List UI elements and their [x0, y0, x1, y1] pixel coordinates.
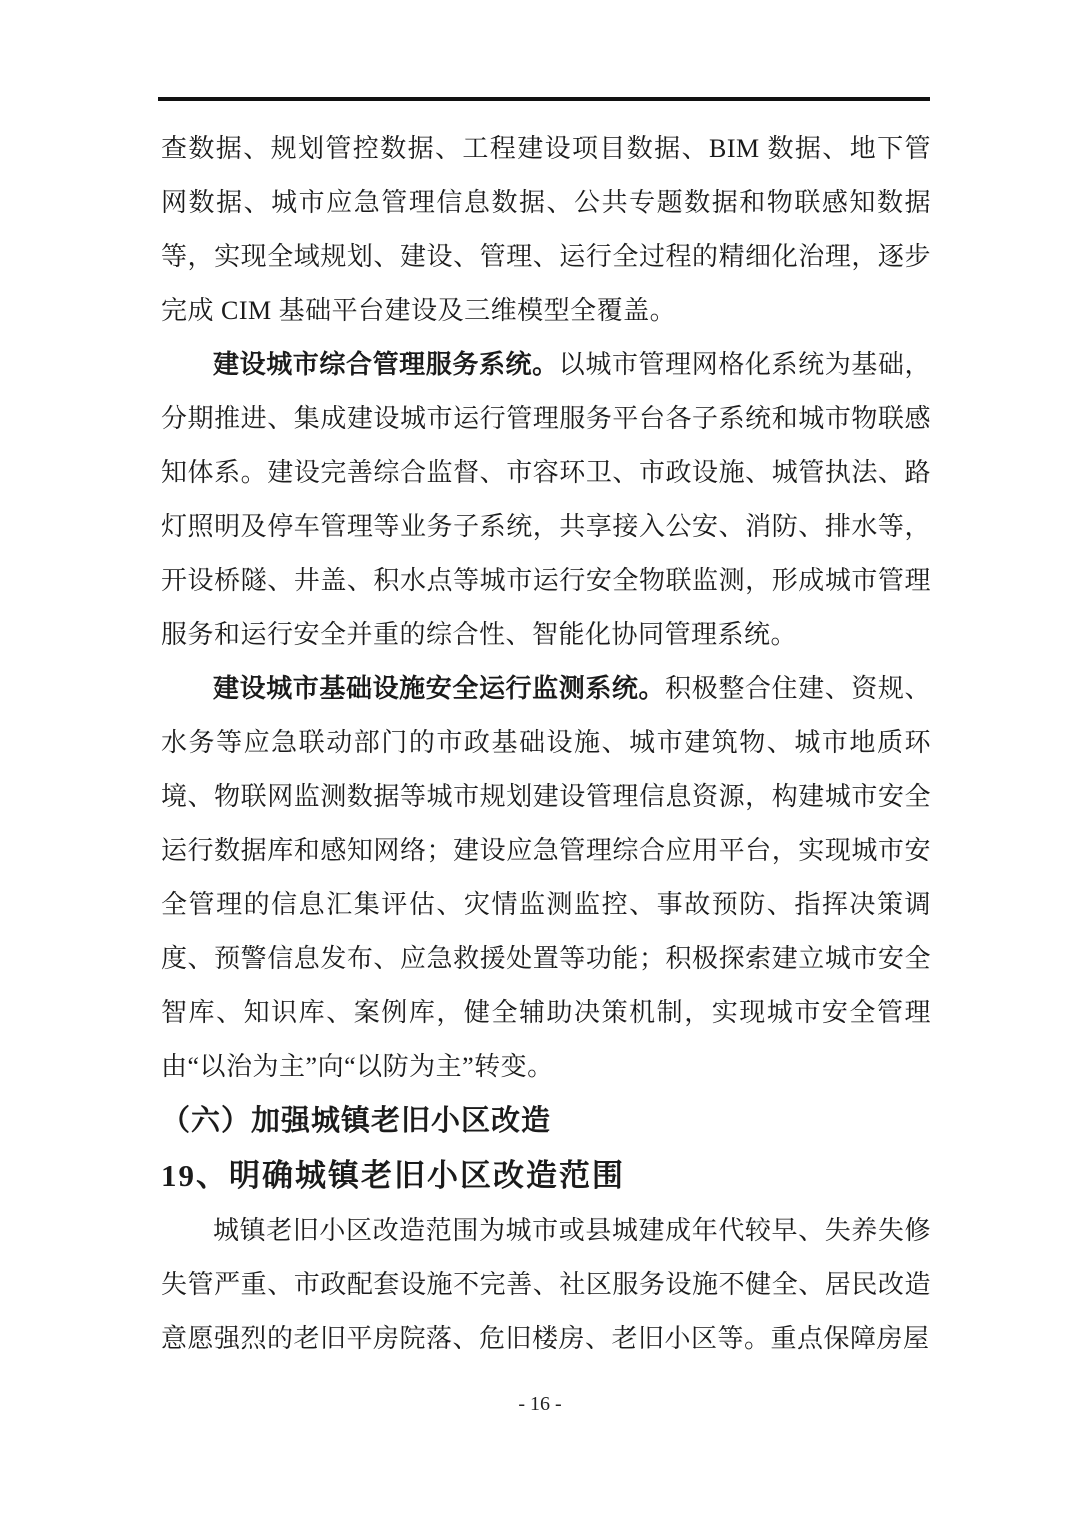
paragraph-lead-city-management: 建设城市综合管理服务系统。 — [213, 350, 559, 379]
paragraph-body-city-management: 以城市管理网格化系统为基础，分期推进、集成建设城市运行管理服务平台各子系统和城市物联感知体系。建设完善综合监督、市容环卫、市政设施、城管执法、路灯照明及停车管理等业务子系统，共享接入公安、消防、排水等，开设桥隧、井盖、积水点等城市运行安全物联监测，形成城市管理服务和运行安全并重的综合性、智能化协同管理系统。 — [161, 350, 931, 649]
item-heading-renovation-scope: 19、明确城镇老旧小区改造范围 — [161, 1158, 625, 1193]
header-rule — [158, 97, 930, 101]
paragraph-body-infrastructure-monitoring: 积极整合住建、资规、水务等应急联动部门的市政基础设施、城市建筑物、城市地质环境、物联网监测数据等城市规划建设管理信息资源，构建城市安全运行数据库和感知网络；建设应急管理综合应用平台，实现城市安全管理的信息汇集评估、灾情监测监控、事故预防、指挥决策调度、预警信息发布、应急救援处置等功能；积极探索建立城市安全智库、知识库、案例库，健全辅助决策机制，实现城市安全管理由“以治为主”向“以防为主”转变。 — [161, 674, 931, 1081]
paragraph-infrastructure-monitoring-system — [161, 662, 931, 1094]
paragraph-cim-data: 查数据、规划管控数据、工程建设项目数据、BIM 数据、地下管网数据、城市应急管理信息数据、公共专题数据和物联感知数据等，实现全域规划、建设、管理、运行全过程的精细化治理，逐步完成 CIM 基础平台建设及三维模型全覆盖。 — [161, 134, 931, 325]
paragraph-city-management-system — [161, 338, 931, 662]
paragraph-renovation-scope: 城镇老旧小区改造范围为城市或县城建成年代较早、失养失修失管严重、市政配套设施不完善、社区服务设施不健全、居民改造意愿强烈的老旧平房院落、危旧楼房、老旧小区等。重点保障房屋 — [161, 1216, 931, 1353]
document-body — [161, 122, 931, 1366]
paragraph-lead-infrastructure-monitoring: 建设城市基础设施安全运行监测系统。 — [213, 674, 666, 703]
page-number: - 16 - — [518, 1393, 562, 1415]
section-heading-old-district-renovation: （六）加强城镇老旧小区改造 — [161, 1105, 552, 1137]
